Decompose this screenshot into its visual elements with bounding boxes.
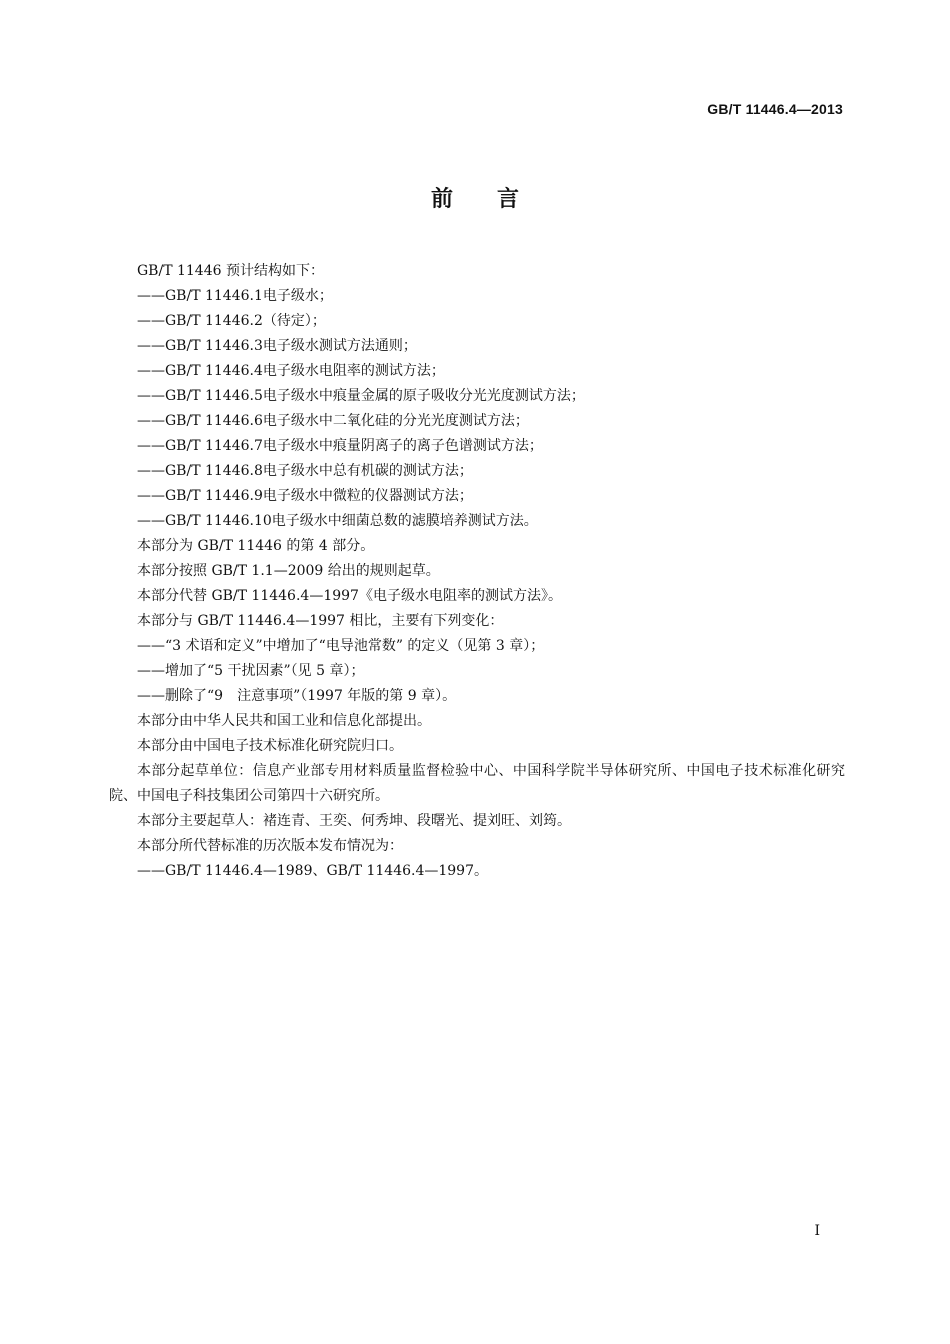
part-title: 电子级水测试方法通则； (262, 338, 417, 354)
page-number: I (814, 1223, 820, 1239)
part-code: ——GB/T 11446.8 (137, 463, 263, 479)
paragraph-history-intro: 本部分所代替标准的历次版本发布情况为： (137, 838, 403, 854)
list-item (109, 309, 845, 334)
paragraph-changes-intro: 本部分与 GB/T 11446.4—1997 相比，主要有下列变化： (137, 613, 504, 629)
part-title: 电子级水中微粒的仪器测试方法； (262, 488, 473, 504)
paragraph-proposed-by: 本部分由中华人民共和国工业和信息化部提出。 (137, 713, 431, 729)
part-code: ——GB/T 11446.9 (137, 488, 263, 504)
list-item (109, 484, 845, 509)
structure-intro: GB/T 11446 预计结构如下： (137, 263, 324, 279)
part-title: 电子级水中痕量阴离子的离子色谱测试方法； (262, 438, 543, 454)
part-code: ——GB/T 11446.4 (137, 363, 263, 379)
list-item (109, 459, 845, 484)
list-item: ——删除了“9 注意事项”（1997 年版的第 9 章）。 (137, 688, 457, 704)
history-item: ——GB/T 11446.4—1989、GB/T 11446.4—1997。 (137, 863, 488, 879)
changes-list (109, 634, 845, 709)
part-code: ——GB/T 11446.3 (137, 338, 263, 354)
part-title: 电子级水中痕量金属的原子吸收分光光度测试方法； (262, 388, 585, 404)
list-item: ——“3 术语和定义”中增加了“电导池常数” 的定义（见第 3 章）； (137, 638, 545, 654)
part-code: ——GB/T 11446.10 (137, 513, 272, 529)
list-item (109, 409, 845, 434)
structure-list (109, 284, 845, 534)
paragraph-drafters: 本部分主要起草人：褚连青、王奕、何秀坤、段曙光、提刘旺、刘筠。 (137, 813, 571, 829)
part-title: 电子级水； (262, 288, 333, 304)
part-code: ——GB/T 11446.1 (137, 288, 263, 304)
list-item (109, 359, 845, 384)
paragraph-replaces: 本部分代替 GB/T 11446.4—1997《电子级水电阻率的测试方法》。 (137, 588, 562, 604)
part-title: （待定）； (262, 313, 326, 329)
paragraph-part-number: 本部分为 GB/T 11446 的第 4 部分。 (137, 538, 375, 554)
part-title: 电子级水中细菌总数的滤膜培养测试方法。 (271, 513, 538, 529)
part-code: ——GB/T 11446.2 (137, 313, 263, 329)
list-item (109, 334, 845, 359)
part-code: ——GB/T 11446.7 (137, 438, 263, 454)
list-item (109, 509, 845, 534)
list-item (109, 284, 845, 309)
standard-code: GB/T 11446.4—2013 (707, 101, 843, 117)
foreword-body (109, 259, 845, 884)
part-title: 电子级水电阻率的测试方法； (262, 363, 445, 379)
part-title: 电子级水中总有机碳的测试方法； (262, 463, 473, 479)
paragraph-centralized-by: 本部分由中国电子技术标准化研究院归口。 (137, 738, 403, 754)
list-item (109, 434, 845, 459)
list-item (109, 384, 845, 409)
paragraph-drafting-units: 本部分起草单位：信息产业部专用材料质量监督检验中心、中国科学院半导体研究所、中国电子技术标准化研究院、中国电子科技集团公司第四十六研究所。 (109, 763, 845, 804)
part-code: ——GB/T 11446.6 (137, 413, 263, 429)
paragraph-drafting-rules: 本部分按照 GB/T 1.1—2009 给出的规则起草。 (137, 563, 440, 579)
part-code: ——GB/T 11446.5 (137, 388, 263, 404)
page-title: 前言 (430, 187, 563, 212)
part-title: 电子级水中二氧化硅的分光光度测试方法； (262, 413, 529, 429)
list-item: ——增加了“5 干扰因素”（见 5 章）； (137, 663, 365, 679)
